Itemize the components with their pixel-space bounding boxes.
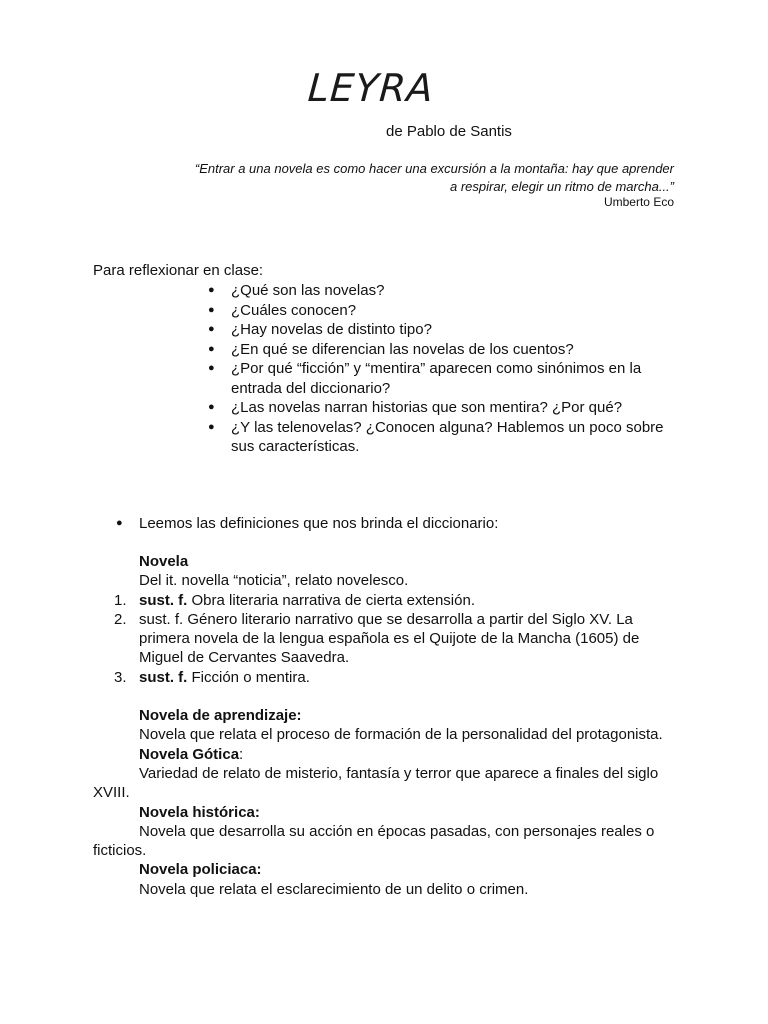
bullet-icon: ● xyxy=(116,517,123,529)
list-item: ● ¿Y las telenovelas? ¿Conocen alguna? Hablemos un poco sobre sus características. xyxy=(208,418,678,457)
epigraph-quote: “Entrar a una novela es como hacer una excursión a la montaña: hay que aprender a respirar, elegir un ritmo de marcha...” xyxy=(194,161,674,194)
subtype-name: Novela policiaca: xyxy=(139,861,262,879)
epigraph-author: Umberto Eco xyxy=(603,195,674,209)
subtype-heading xyxy=(93,745,678,764)
list-item xyxy=(93,668,678,687)
subtype-definition: Novela que relata el esclarecimiento de un delito o crimen. xyxy=(139,880,529,898)
sense-tag: sust. f. xyxy=(139,591,188,609)
list-item: ● ¿Cuáles conocen? xyxy=(208,301,678,321)
reflection-questions xyxy=(208,281,678,457)
subtype-name: Novela histórica: xyxy=(139,803,260,821)
subtype-definition: Variedad de relato de misterio, fantasía y terror que aparece a finales del siglo XVIII. xyxy=(93,764,659,802)
list-item xyxy=(93,591,678,610)
document-title: LEYRA xyxy=(306,66,436,110)
reflection-intro: Para reflexionar en clase: xyxy=(93,262,264,279)
dictionary-lead-text: Leemos las definiciones que nos brinda el diccionario: xyxy=(139,515,499,532)
sense-text: Ficción o mentira. xyxy=(187,668,310,686)
list-item xyxy=(93,610,678,668)
sense-number: 1. xyxy=(114,591,127,609)
subtype-definition: Novela que relata el proceso de formación de la personalidad del protagonista. xyxy=(139,726,663,744)
subtype-name: Novela de aprendizaje: xyxy=(139,707,302,725)
dictionary-lead xyxy=(116,514,498,534)
list-item: ● ¿Hay novelas de distinto tipo? xyxy=(208,320,678,340)
sense-tag: sust. f. xyxy=(139,668,188,686)
subtype-name: Novela Gótica xyxy=(139,745,240,763)
list-item: ● ¿Qué son las novelas? xyxy=(208,281,678,301)
list-item: ● ¿Por qué “ficción” y “mentira” aparecen como sinónimos en la entrada del diccionario? xyxy=(208,359,678,398)
list-item: ● ¿En qué se diferencian las novelas de los cuentos? xyxy=(208,340,678,360)
list-item: ● ¿Las novelas narran historias que son mentira? ¿Por qué? xyxy=(208,398,678,418)
sense-number: 2. xyxy=(114,610,127,628)
entry-title: Novela xyxy=(139,553,189,570)
sense-text: sust. f. Género literario narrativo que se desarrolla a partir del Siglo XV. La primera novela de la lengua española es el Quijote de la Mancha (1605) de Miguel de Cervantes Saavedra. xyxy=(139,610,640,667)
subtype-definition: Novela que desarrolla su acción en épocas pasadas, con personajes reales o ficticios. xyxy=(93,822,655,860)
dictionary-entry xyxy=(93,552,678,899)
author-line: de Pablo de Santis xyxy=(386,123,512,140)
subtype-suffix: : xyxy=(239,745,244,763)
sense-number: 3. xyxy=(114,668,127,686)
sense-text: Obra literaria narrativa de cierta extensión. xyxy=(187,591,475,609)
entry-senses xyxy=(93,591,678,687)
entry-etymology: Del it. novella “noticia”, relato novelesco. xyxy=(139,572,409,590)
